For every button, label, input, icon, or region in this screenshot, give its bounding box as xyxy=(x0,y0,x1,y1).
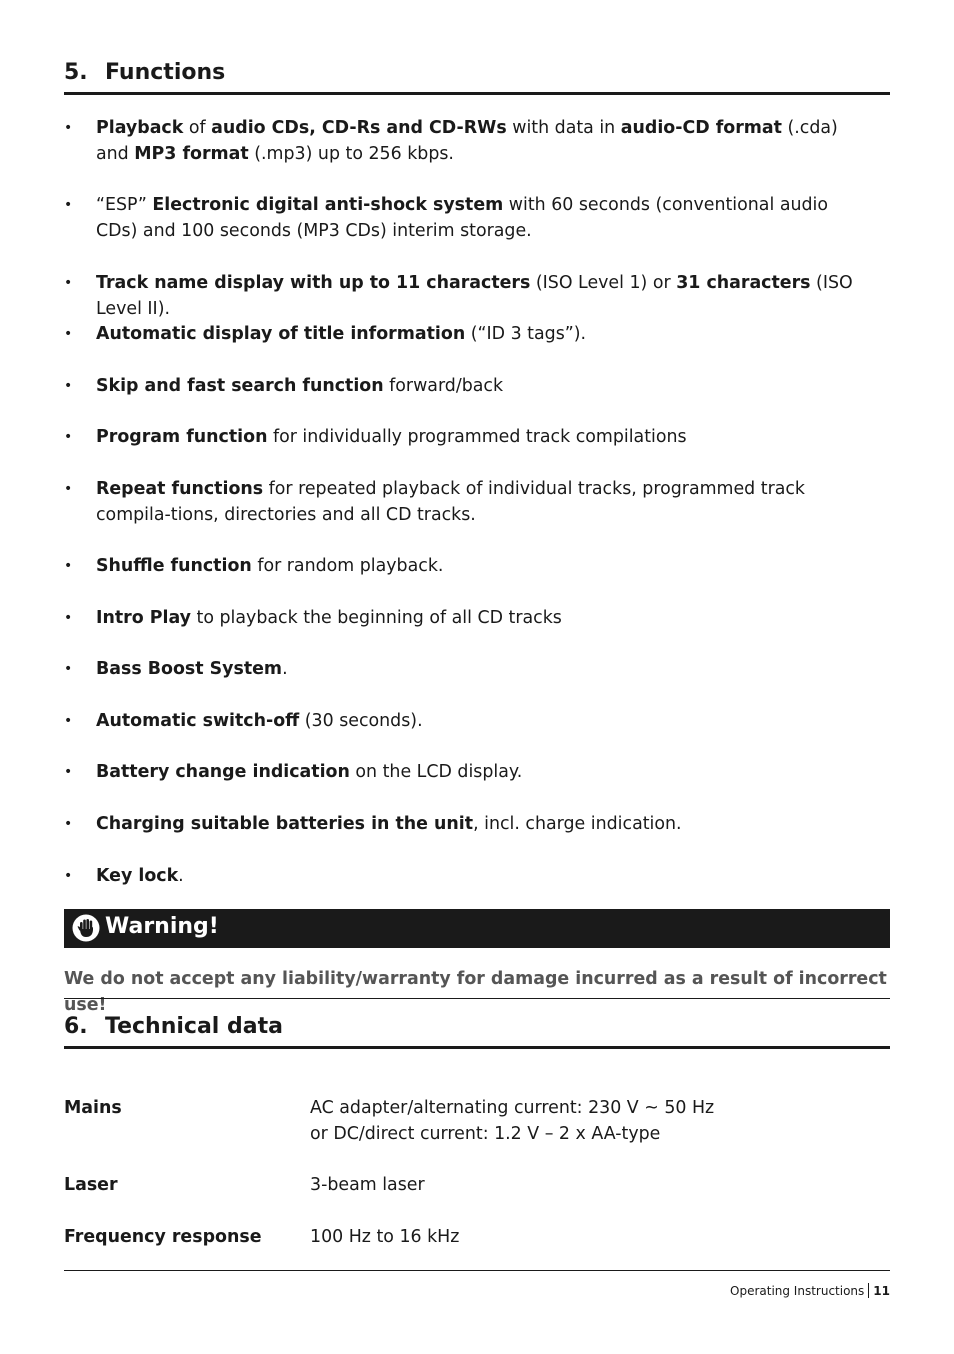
text-run: for repeated playback of individual tracks, programmed track compila-tions, directories and all CD tracks. xyxy=(96,479,806,525)
text-run: (30 seconds). xyxy=(299,711,423,731)
bullet-point: • xyxy=(64,120,73,136)
warning-text: We do not accept any liability/warranty for damage incurred as a result of incorrect use! xyxy=(64,969,887,1015)
bold-text: Track name display with up to 11 characters xyxy=(96,273,531,293)
section-title: Technical data xyxy=(105,1014,283,1039)
list-item-text xyxy=(96,321,866,347)
bold-text: Program function xyxy=(96,427,268,447)
bullet-point: • xyxy=(64,558,73,574)
bullet-point: • xyxy=(64,610,73,626)
text-run: (.mp3) up to 256 kbps. xyxy=(248,144,454,164)
warning-title: Warning! xyxy=(105,914,219,939)
list-item-text xyxy=(96,424,866,450)
bold-text: Bass Boost System xyxy=(96,659,283,679)
spec-label: Frequency response xyxy=(64,1227,262,1247)
text-run: for random playback. xyxy=(251,556,444,576)
bold-text: Intro Play xyxy=(96,608,191,628)
text-run: (“ID 3 tags”). xyxy=(465,324,587,344)
bullet-point: • xyxy=(64,661,73,677)
spec-value-line: 100 Hz to 16 kHz xyxy=(310,1227,460,1247)
bullet-point: • xyxy=(64,378,73,394)
list-item-text xyxy=(96,656,866,682)
text-run: forward/back xyxy=(383,376,504,396)
text-run: , incl. charge indication. xyxy=(473,814,682,834)
list-item-text xyxy=(96,759,866,785)
page-footer xyxy=(730,1283,890,1299)
spec-value-line: 3-beam laser xyxy=(310,1175,425,1195)
warning-banner xyxy=(64,909,890,948)
list-item-text xyxy=(96,605,866,631)
text-run: of xyxy=(183,118,212,138)
bold-text: audio CDs, CD-Rs and CD-RWs xyxy=(211,118,507,138)
footer-text: Operating Instructions xyxy=(730,1284,865,1298)
spec-value-line: or DC/direct current: 1.2 V – 2 x AA-type xyxy=(310,1124,661,1144)
text-run: “ESP” xyxy=(96,195,153,215)
list-item-text xyxy=(96,863,866,889)
text-run: . xyxy=(282,659,288,679)
bullet-point: • xyxy=(64,764,73,780)
spec-label: Laser xyxy=(64,1175,118,1195)
bullet-point: • xyxy=(64,868,73,884)
section-title: Functions xyxy=(105,60,226,85)
spec-value xyxy=(310,1224,459,1250)
text-run: (ISO Level 1) or xyxy=(530,273,677,293)
bullet-point: • xyxy=(64,275,73,291)
section-5-heading xyxy=(64,60,890,85)
warning-rule xyxy=(64,998,890,999)
text-run: (.cda) and xyxy=(96,118,838,164)
list-item-text xyxy=(96,270,866,322)
bold-text: Repeat functions xyxy=(96,479,264,499)
bullet-point: • xyxy=(64,197,73,213)
section-6-rule xyxy=(64,1046,890,1049)
text-run: . xyxy=(178,866,184,886)
bold-text: Electronic digital anti-shock system xyxy=(152,195,504,215)
bullet-point: • xyxy=(64,481,73,497)
list-item-text xyxy=(96,811,866,837)
bullet-point: • xyxy=(64,429,73,445)
text-run: (ISO Level II). xyxy=(96,273,853,319)
hand-stop-icon xyxy=(72,914,100,942)
bold-text: Playback xyxy=(96,118,184,138)
section-number: 5. xyxy=(64,60,88,85)
bold-text: Key lock xyxy=(96,866,179,886)
section-number: 6. xyxy=(64,1014,88,1039)
bullet-point: • xyxy=(64,326,73,342)
bold-text: audio-CD format xyxy=(620,118,782,138)
list-item-text xyxy=(96,115,866,167)
bold-text: Battery change indication xyxy=(96,762,350,782)
bold-text: Shuffle function xyxy=(96,556,252,576)
bold-text: 31 characters xyxy=(676,273,811,293)
text-run: on the LCD display. xyxy=(349,762,523,782)
spec-value xyxy=(310,1172,425,1198)
text-run: to playback the beginning of all CD tracks xyxy=(191,608,562,628)
bullet-point: • xyxy=(64,713,73,729)
spec-label: Mains xyxy=(64,1098,122,1118)
footer-separator xyxy=(868,1283,869,1298)
bold-text: Skip and fast search function xyxy=(96,376,384,396)
page-number: 11 xyxy=(873,1284,890,1298)
section-5-rule xyxy=(64,92,890,95)
list-item-text xyxy=(96,476,866,528)
spec-value-line: AC adapter/alternating current: 230 V ~ 50 Hz xyxy=(310,1098,715,1118)
list-item-text xyxy=(96,192,866,244)
section-6-heading xyxy=(64,1014,890,1039)
list-item-text xyxy=(96,708,866,734)
bullet-point: • xyxy=(64,816,73,832)
text-run: with data in xyxy=(506,118,621,138)
footer-rule xyxy=(64,1270,890,1271)
spec-value xyxy=(310,1095,714,1147)
bold-text: Automatic switch-off xyxy=(96,711,300,731)
bold-text: Charging suitable batteries in the unit xyxy=(96,814,474,834)
text-run: with 60 seconds (conventional audio CDs) and 100 seconds (MP3 CDs) interim storage. xyxy=(96,195,829,241)
text-run: for individually programmed track compilations xyxy=(267,427,687,447)
list-item-text xyxy=(96,373,866,399)
bold-text: MP3 format xyxy=(134,144,249,164)
list-item-text xyxy=(96,553,866,579)
bold-text: Automatic display of title information xyxy=(96,324,466,344)
